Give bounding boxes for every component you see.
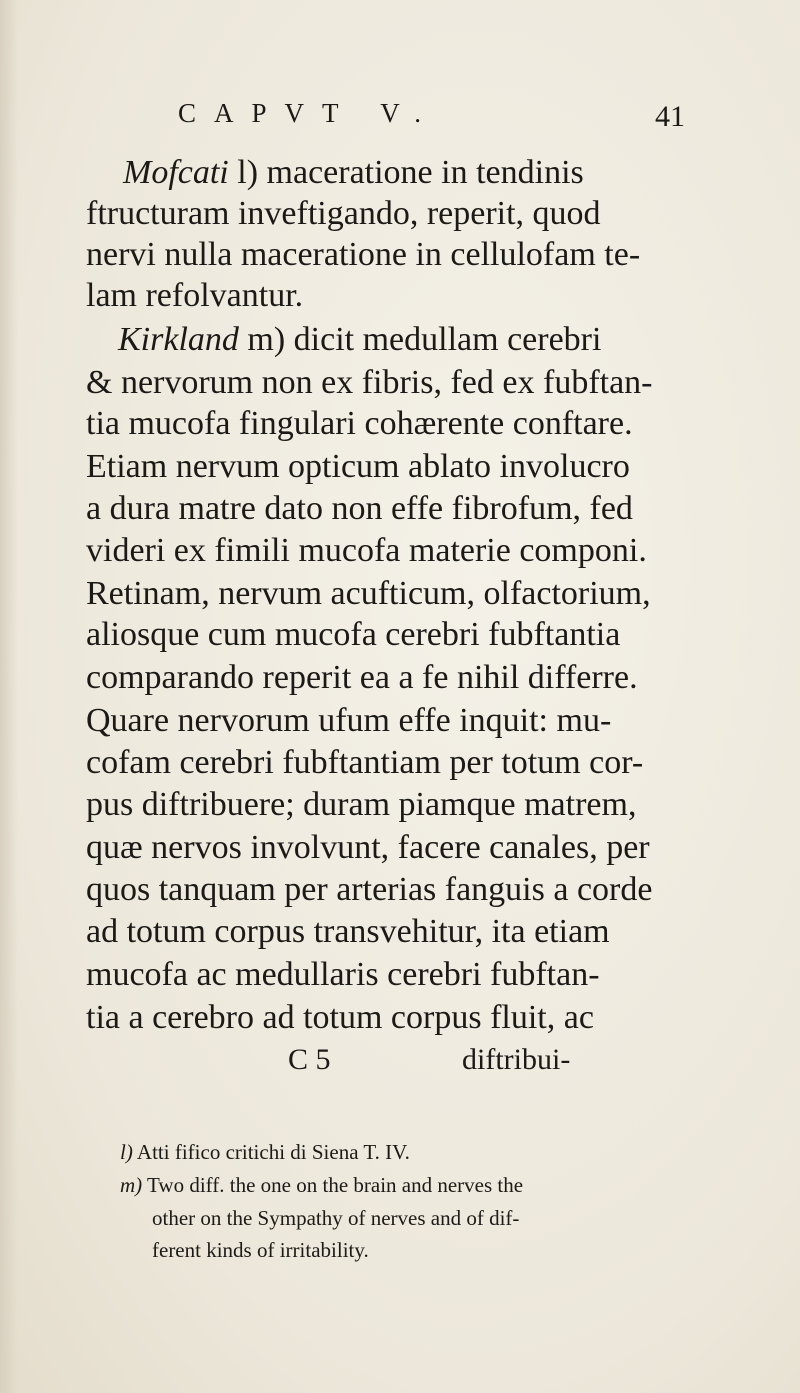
text-line: & nervorum non ex fibris, fed ex fubftan-: [86, 364, 653, 401]
text-line: quos tanquam per arterias fanguis a corde: [86, 871, 653, 908]
text-line: ad totum corpus transvehitur, ita etiam: [86, 913, 610, 950]
text-line: a dura matre dato non effe fibrofum, fed: [86, 490, 633, 527]
text-line: Kirkland m) dicit medullam cerebri: [118, 321, 602, 358]
footnote-continuation: ferent kinds of irritability.: [152, 1238, 369, 1262]
text-line: aliosque cum mucofa cerebri fubftantia: [86, 616, 621, 653]
footnote: m) Two diff. the one on the brain and nerves the: [120, 1173, 524, 1197]
footnote-continuation: other on the Sympathy of nerves and of dif-: [152, 1206, 520, 1230]
page-gutter-shadow: [0, 0, 18, 1393]
footnote: l) Atti fifico critichi di Siena T. IV.: [120, 1140, 410, 1164]
text-line: mucofa ac medullaris cerebri fubftan-: [86, 956, 600, 993]
text-line: videri ex fimili mucofa materie componi.: [86, 532, 647, 569]
text-line: pus diftribuere; duram piamque matrem,: [86, 786, 637, 823]
text-line: cofam cerebri fubftantiam per totum cor-: [86, 744, 644, 781]
text-line: nervi nulla maceratione in cellulofam te-: [86, 236, 641, 273]
signature-mark: C 5: [288, 1043, 331, 1076]
text-line: ftructuram inveftigando, reperit, quod: [86, 195, 601, 232]
text-line: Retinam, nervum acufticum, olfactorium,: [86, 575, 651, 612]
running-head: CAPVT V.: [178, 98, 440, 128]
text-line: comparando reperit ea a fe nihil differre.: [86, 659, 638, 696]
text-line: quæ nervos involvunt, facere canales, per: [86, 829, 650, 866]
text-line: Mofcati l) maceratione in tendinis: [123, 154, 584, 191]
page-number: 41: [655, 100, 685, 133]
text-line: tia a cerebro ad totum corpus fluit, ac: [86, 999, 594, 1036]
text-line: lam refolvantur.: [86, 277, 304, 314]
page-header: [0, 92, 800, 152]
catchword: diftribui-: [462, 1043, 571, 1076]
text-line: tia mucofa fingulari cohærente conftare.: [86, 405, 633, 442]
text-line: Quare nervorum ufum effe inquit: mu-: [86, 702, 612, 739]
text-line: Etiam nervum opticum ablato involucro: [86, 448, 630, 485]
